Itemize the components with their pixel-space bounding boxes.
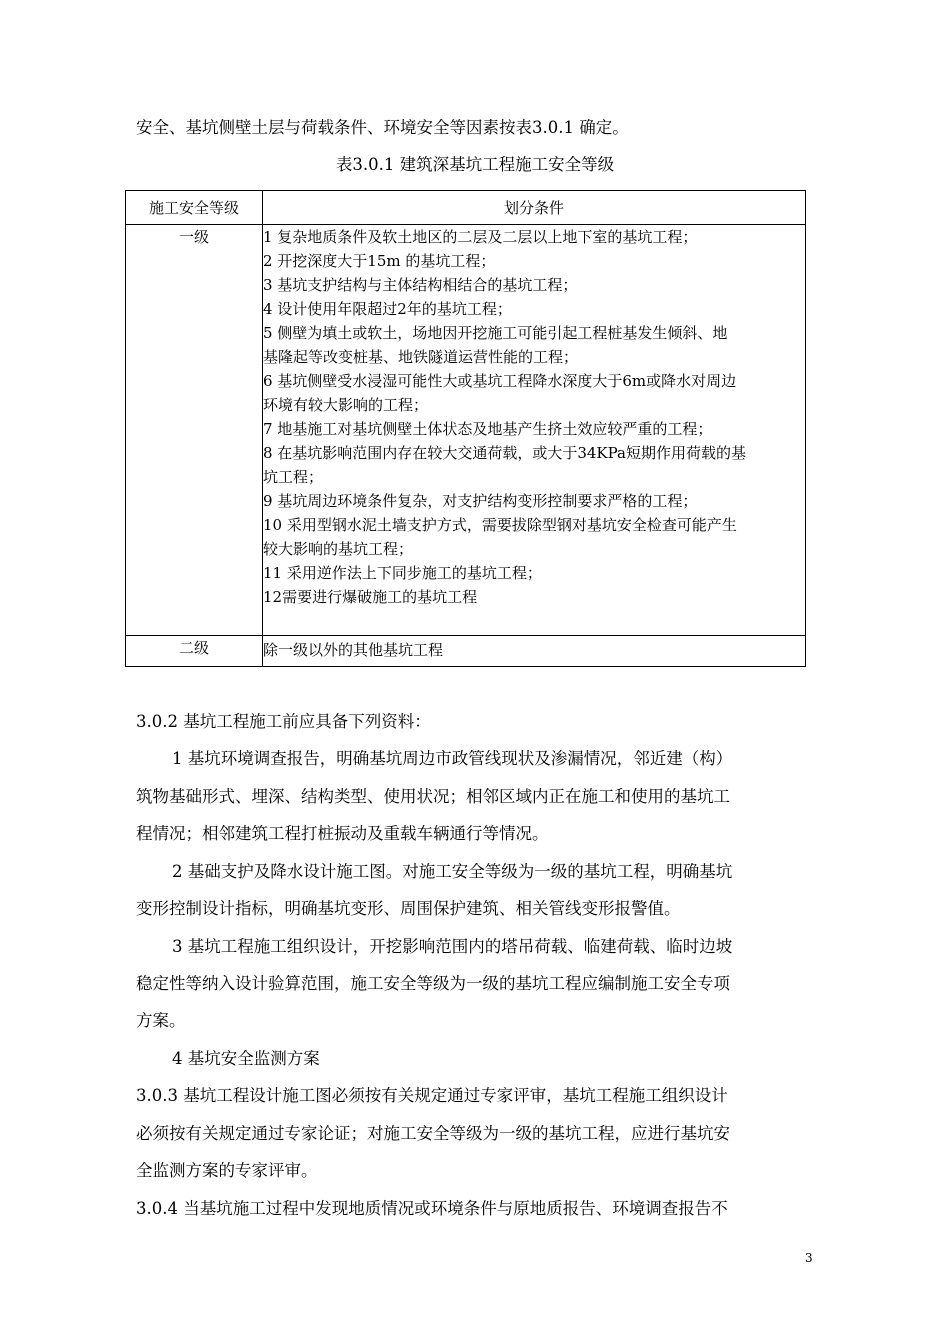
body-line: 3 基坑工程施工组织设计，开挖影响范围内的塔吊荷载、临建荷载、临时边坡 [172,937,733,956]
body-line: 筑物基础形式、埋深、结构类型、使用状况；相邻区域内正在施工和使用的基坑工 [136,787,730,806]
condition-line: 12需要进行爆破施工的基坑工程 [263,588,478,606]
condition-line: 11 采用逆作法上下同步施工的基坑工程； [263,564,542,582]
safety-grade-table [125,190,806,667]
condition-line: 基隆起等改变桩基、地铁隧道运营性能的工程； [263,348,579,366]
condition-line: 2 开挖深度大于15m 的基坑工程； [263,252,496,270]
body-line: 程情况；相邻建筑工程打桩振动及重载车辆通行等情况。 [136,824,549,843]
table-caption: 表3.0.1 建筑深基坑工程施工安全等级 [335,155,615,174]
condition-line: 5 侧壁为填土或软土，场地因开挖施工可能引起工程桩基发生倾斜、地 [263,324,728,342]
table-header-row [126,191,806,225]
condition-line: 环境有较大影响的工程； [263,396,429,414]
body-line: 全监测方案的专家评审。 [136,1161,318,1180]
intro-line: 安全、基坑侧壁土层与荷载条件、环境安全等因素按表3.0.1 确定。 [136,118,629,137]
condition-line: 10 采用型钢水泥土墙支护方式，需要拔除型钢对基坑安全检查可能产生 [263,516,737,534]
conditions-cell [263,225,806,636]
body-line: 1 基坑环境调查报告，明确基坑周边市政管线现状及渗漏情况，邻近建（构） [172,749,733,768]
condition-line: 坑工程； [263,468,324,486]
conditions-cell [263,636,806,667]
grade-cell: 一级 [126,225,263,636]
body-line: 4 基坑安全监测方案 [172,1049,320,1068]
body-line: 2 基础支护及降水设计施工图。对施工安全等级为一级的基坑工程，明确基坑 [172,862,733,881]
body-line: 方案。 [136,1011,186,1030]
table-row [126,225,806,636]
body-line: 变形控制设计指标，明确基坑变形、周围保护建筑、相关管线变形报警值。 [136,899,681,918]
condition-line: 8 在基坑影响范围内存在较大交通荷载，或大于34KPa短期作用荷载的基 [263,444,746,462]
body-line: 3.0.3 基坑工程设计施工图必须按有关规定通过专家评审，基坑工程施工组织设计 [136,1086,728,1105]
body-line: 稳定性等纳入设计验算范围，施工安全等级为一级的基坑工程应编制施工安全专项 [136,974,730,993]
body-line: 3.0.4 当基坑施工过程中发现地质情况或环境条件与原地质报告、环境调查报告不 [136,1199,728,1218]
condition-line: 9 基坑周边环境条件复杂，对支护结构变形控制要求严格的工程； [263,492,698,510]
condition-line: 较大影响的基坑工程； [263,540,414,558]
condition-line: 3 基坑支护结构与主体结构相结合的基坑工程； [263,276,578,294]
page-number: 3 [805,1251,813,1265]
condition-line: 4 设计使用年限超过2年的基坑工程； [263,300,512,318]
table-row [126,636,806,667]
condition-line: 除一级以外的其他基坑工程 [263,641,444,659]
body-line: 必须按有关规定通过专家论证；对施工安全等级为一级的基坑工程，应进行基坑安 [136,1124,730,1143]
condition-line: 6 基坑侧壁受水浸湿可能性大或基坑工程降水深度大于6m或降水对周边 [263,372,737,390]
grade-cell: 二级 [126,636,263,667]
body-line: 3.0.2 基坑工程施工前应具备下列资料： [136,712,431,731]
condition-line: 1 复杂地质条件及软土地区的二层及二层以上地下室的基坑工程； [263,228,698,246]
header-grade: 施工安全等级 [126,191,263,225]
condition-line: 7 地基施工对基坑侧壁土体状态及地基产生挤土效应较严重的工程； [263,420,713,438]
header-conditions: 划分条件 [263,191,806,225]
